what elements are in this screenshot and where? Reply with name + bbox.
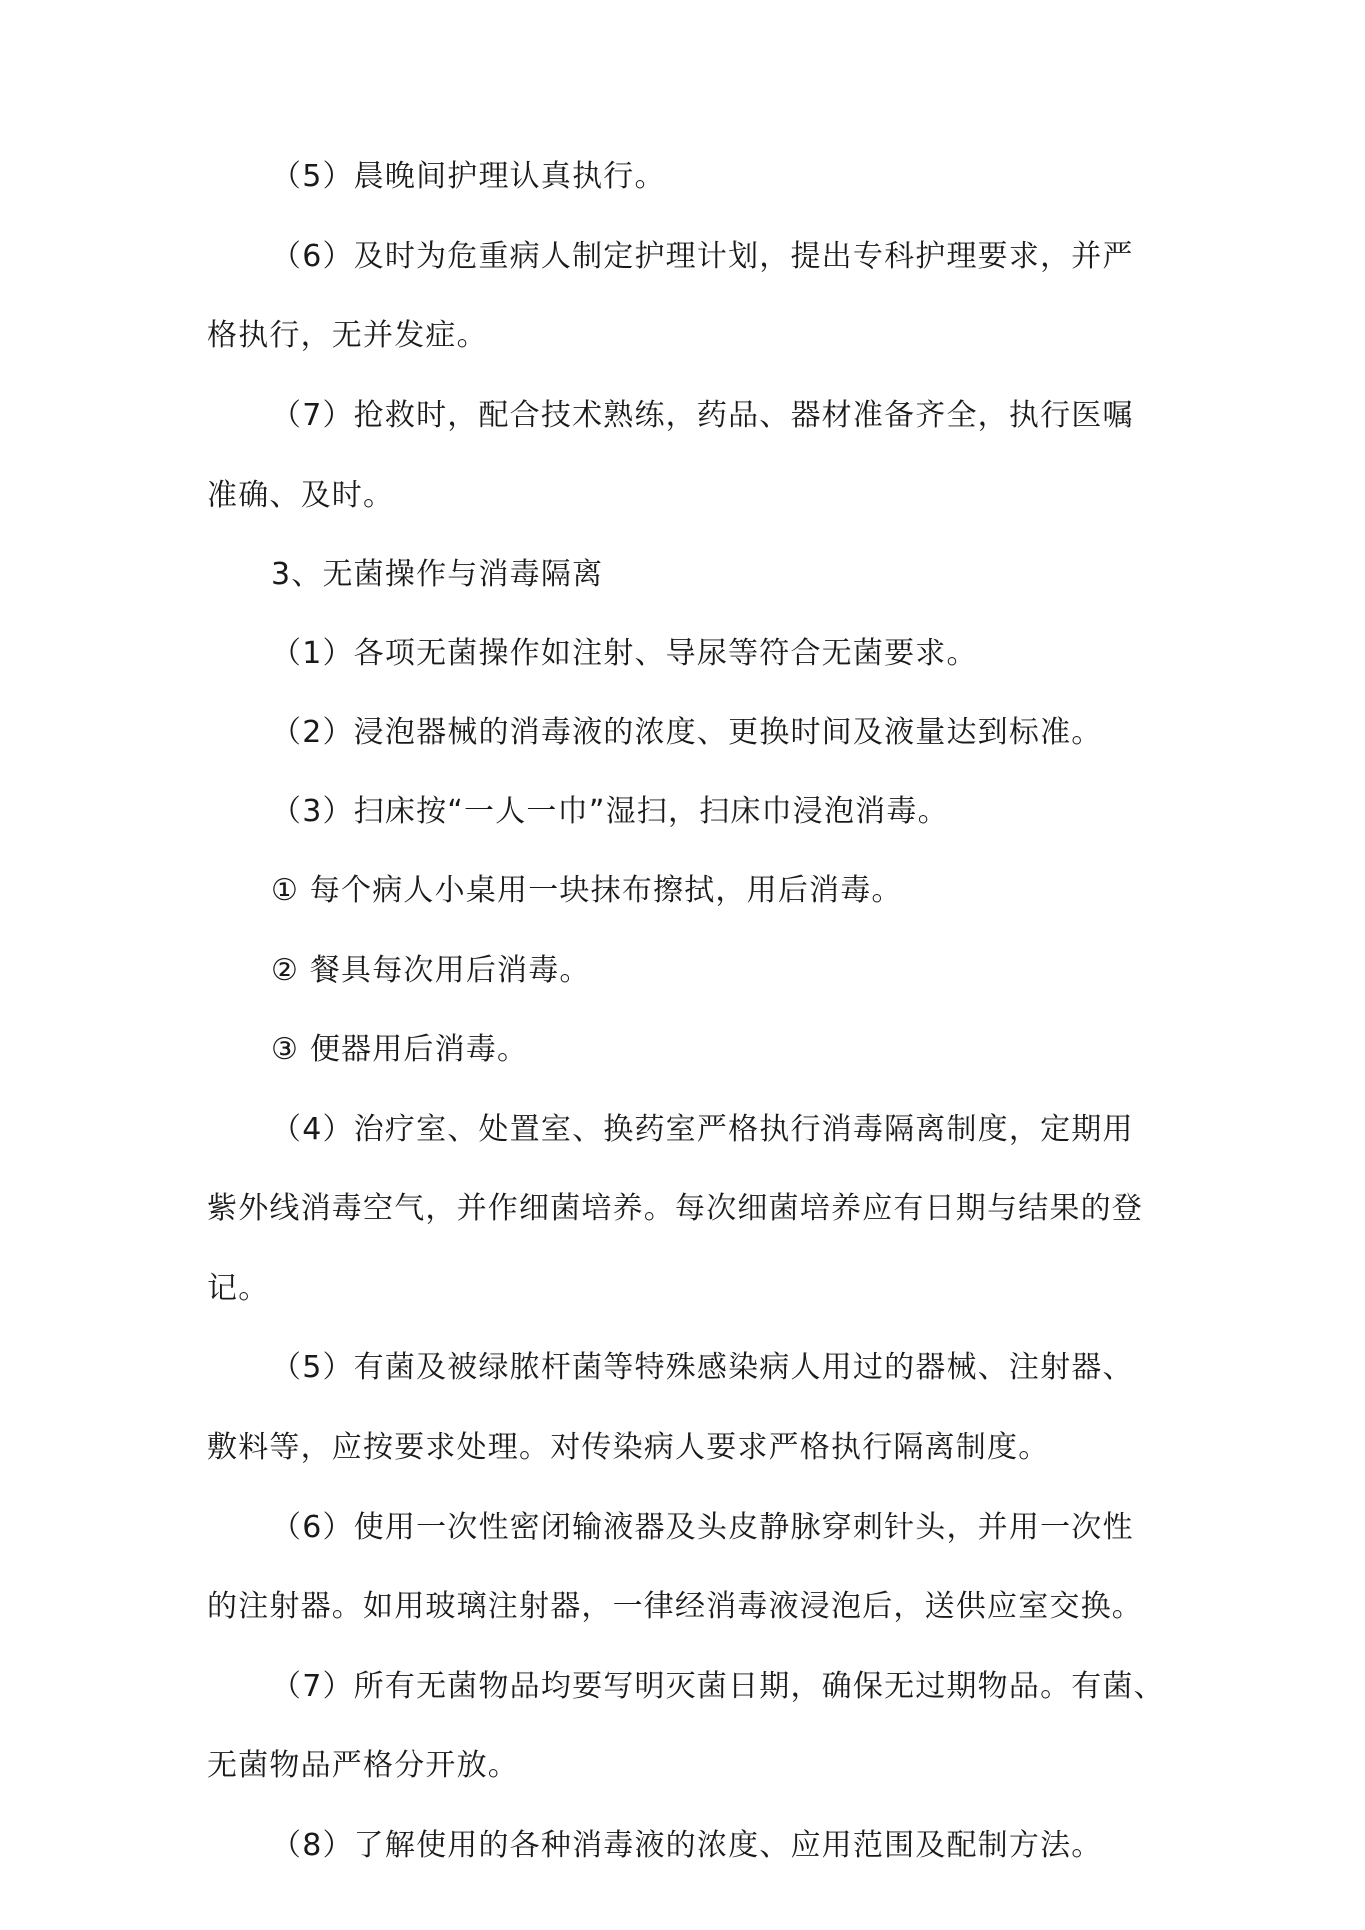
section-heading-line: 3、无菌操作与消毒隔离 xyxy=(271,557,604,592)
list-item-line: ② 餐具每次用后消毒。 xyxy=(271,953,591,988)
paragraph-line: 记。 xyxy=(207,1271,270,1306)
paragraph-line: （6）及时为危重病人制定护理计划，提出专科护理要求，并严 xyxy=(271,239,1134,274)
list-item-line: ① 每个病人小桌用一块抹布擦拭，用后消毒。 xyxy=(271,873,903,908)
paragraph-line: 敷料等，应按要求处理。对传染病人要求严格执行隔离制度。 xyxy=(207,1430,1050,1465)
paragraph-line: 紫外线消毒空气，并作细菌培养。每次细菌培养应有日期与结果的登 xyxy=(207,1191,1143,1226)
paragraph-line: （8）了解使用的各种消毒液的浓度、应用范围及配制方法。 xyxy=(271,1828,1103,1863)
list-item-line: ③ 便器用后消毒。 xyxy=(271,1032,529,1067)
paragraph-line: 格执行，无并发症。 xyxy=(207,318,488,353)
paragraph-line: （4）治疗室、处置室、换药室严格执行消毒隔离制度，定期用 xyxy=(271,1112,1134,1147)
paragraph-line: （7）抢救时，配合技术熟练，药品、器材准备齐全，执行医嘱 xyxy=(271,398,1134,433)
paragraph-line: 无菌物品严格分开放。 xyxy=(207,1748,519,1783)
paragraph-line: （5）晨晚间护理认真执行。 xyxy=(271,159,666,194)
paragraph-line: （7）所有无菌物品均要写明灭菌日期，确保无过期物品。有菌、 xyxy=(271,1669,1165,1704)
paragraph-line: （1）各项无菌操作如注射、导尿等符合无菌要求。 xyxy=(271,636,978,671)
paragraph-line: 准确、及时。 xyxy=(207,478,395,513)
paragraph-line: （6）使用一次性密闭输液器及头皮静脉穿刺针头，并用一次性 xyxy=(271,1510,1134,1545)
paragraph-line: （3）扫床按“一人一巾”湿扫，扫床巾浸泡消毒。 xyxy=(271,794,949,829)
paragraph-line: （2）浸泡器械的消毒液的浓度、更换时间及液量达到标准。 xyxy=(271,715,1103,750)
paragraph-line: 的注射器。如用玻璃注射器，一律经消毒液浸泡后，送供应室交换。 xyxy=(207,1589,1143,1624)
paragraph-line: （5）有菌及被绿脓杆菌等特殊感染病人用过的器械、注射器、 xyxy=(271,1350,1134,1385)
